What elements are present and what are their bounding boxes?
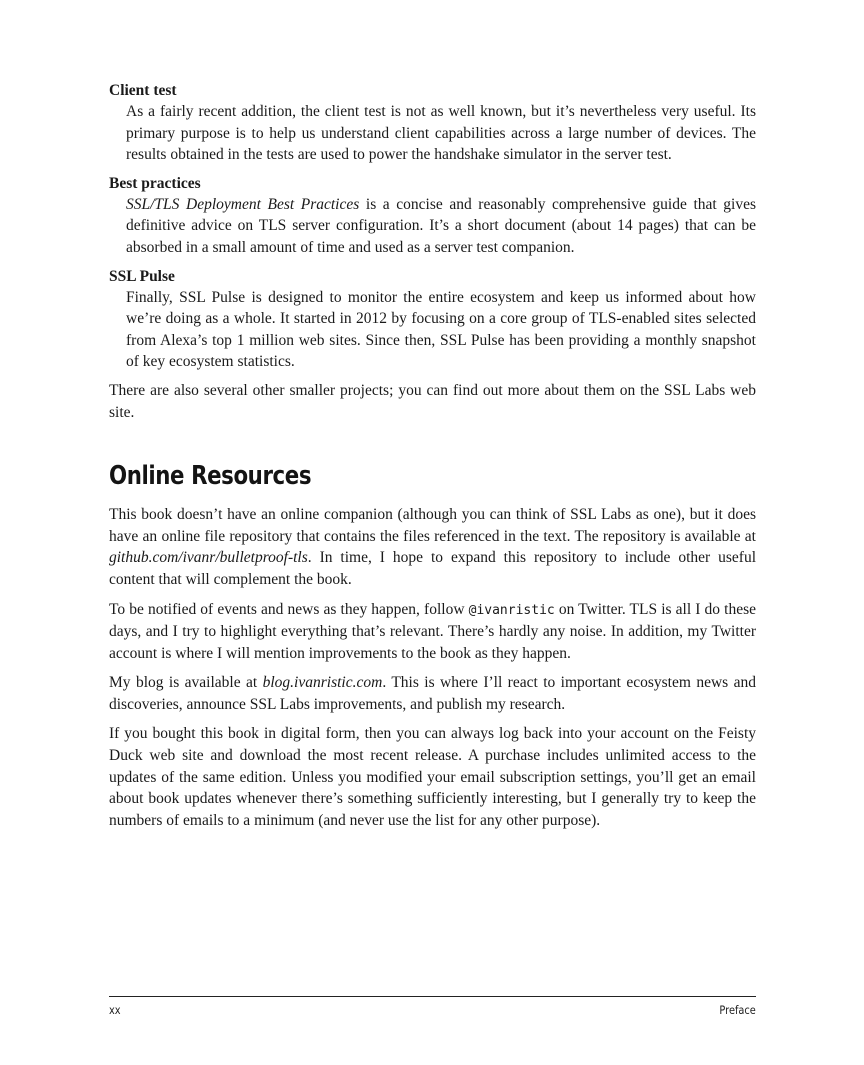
paragraph-text: My blog is available at xyxy=(109,674,263,692)
paragraph-text: . In time, I hope to expand this repository to include other useful content that will complement the book. xyxy=(109,549,756,588)
footer-divider xyxy=(109,996,756,997)
definition-best-practices-text: is a concise and reasonably comprehensive guide that gives definitive advice on TLS server configuration. It’s a short document (about 14 pages) that can be absorbed in a small amount of time and used as a server test companion. xyxy=(126,195,757,256)
definition-ssl-pulse: Finally, SSL Pulse is designed to monitor the entire ecosystem and keep us informed about how we’re doing as a whole. It started in 2012 by focusing on a core group of TLS-enabled sites selected from Alexa’s top 1 million web sites. Since then, SSL Pulse has been providing a monthly snapshot of key ecosystem statistics. xyxy=(126,288,756,371)
blog-link[interactable]: blog.ivanristic.com xyxy=(262,674,383,692)
paragraph-twitter xyxy=(109,599,756,665)
footer-page-number: xx xyxy=(109,1003,121,1017)
definition-entry-best-practices xyxy=(109,173,756,259)
paragraph-text: This book doesn’t have an online companion (although you can think of SSL Labs as one), but it does have an online file repository that contains the files referenced in the text. The repository is available at xyxy=(109,506,756,545)
paragraph-blog xyxy=(109,672,756,715)
paragraph-text: on Twitter. TLS is all I do these days, and I try to highlight everything that’s relevant. There’s hardly any noise. In addition, my Twitter account is where I will mention improvements to the book as they happen. xyxy=(109,600,756,662)
guide-title: SSL/TLS Deployment Best Practices xyxy=(126,195,360,213)
paragraph-online-companion xyxy=(109,504,756,590)
term-ssl-pulse: SSL Pulse xyxy=(109,267,175,285)
page-content xyxy=(109,80,756,839)
definition-client-test: As a fairly recent addition, the client test is not as well known, but it’s nevertheless very useful. Its primary purpose is to help us understand client capabilities across a large number of devices. The results obtained in the tests are used to power the handshake simulator in the server test. xyxy=(126,103,756,164)
twitter-handle[interactable]: @ivanristic xyxy=(468,602,555,618)
paragraph-other-projects: There are also several other smaller projects; you can find out more about them on the SSL Labs web site. xyxy=(109,381,756,421)
definition-best-practices xyxy=(126,194,756,259)
term-best-practices: Best practices xyxy=(109,174,201,192)
paragraph-text: . This is where I’ll react to important ecosystem news and discoveries, announce SSL Labs improvements, and publish my research. xyxy=(109,674,756,713)
footer-chapter-title: Preface xyxy=(719,1003,756,1017)
definition-entry-ssl-pulse xyxy=(109,266,756,373)
paragraph-digital-form: If you bought this book in digital form, then you can always log back into your account on the Feisty Duck web site and download the most recent release. A purchase includes unlimited access to the updates of the same edition. Unless you modified your email subscription settings, you’ll get an email about book updates whenever there’s something sufficiently interesting, but I generally try to keep the numbers of emails to a minimum (and never use the list for any other purpose). xyxy=(109,725,756,829)
term-client-test: Client test xyxy=(109,82,177,99)
section-heading: Online Resources xyxy=(109,461,312,492)
repository-link[interactable]: github.com/ivanr/bulletproof-tls xyxy=(109,549,308,567)
definition-entry-client-test xyxy=(109,80,756,166)
paragraph-text: To be notified of events and news as they happen, follow xyxy=(109,600,469,618)
